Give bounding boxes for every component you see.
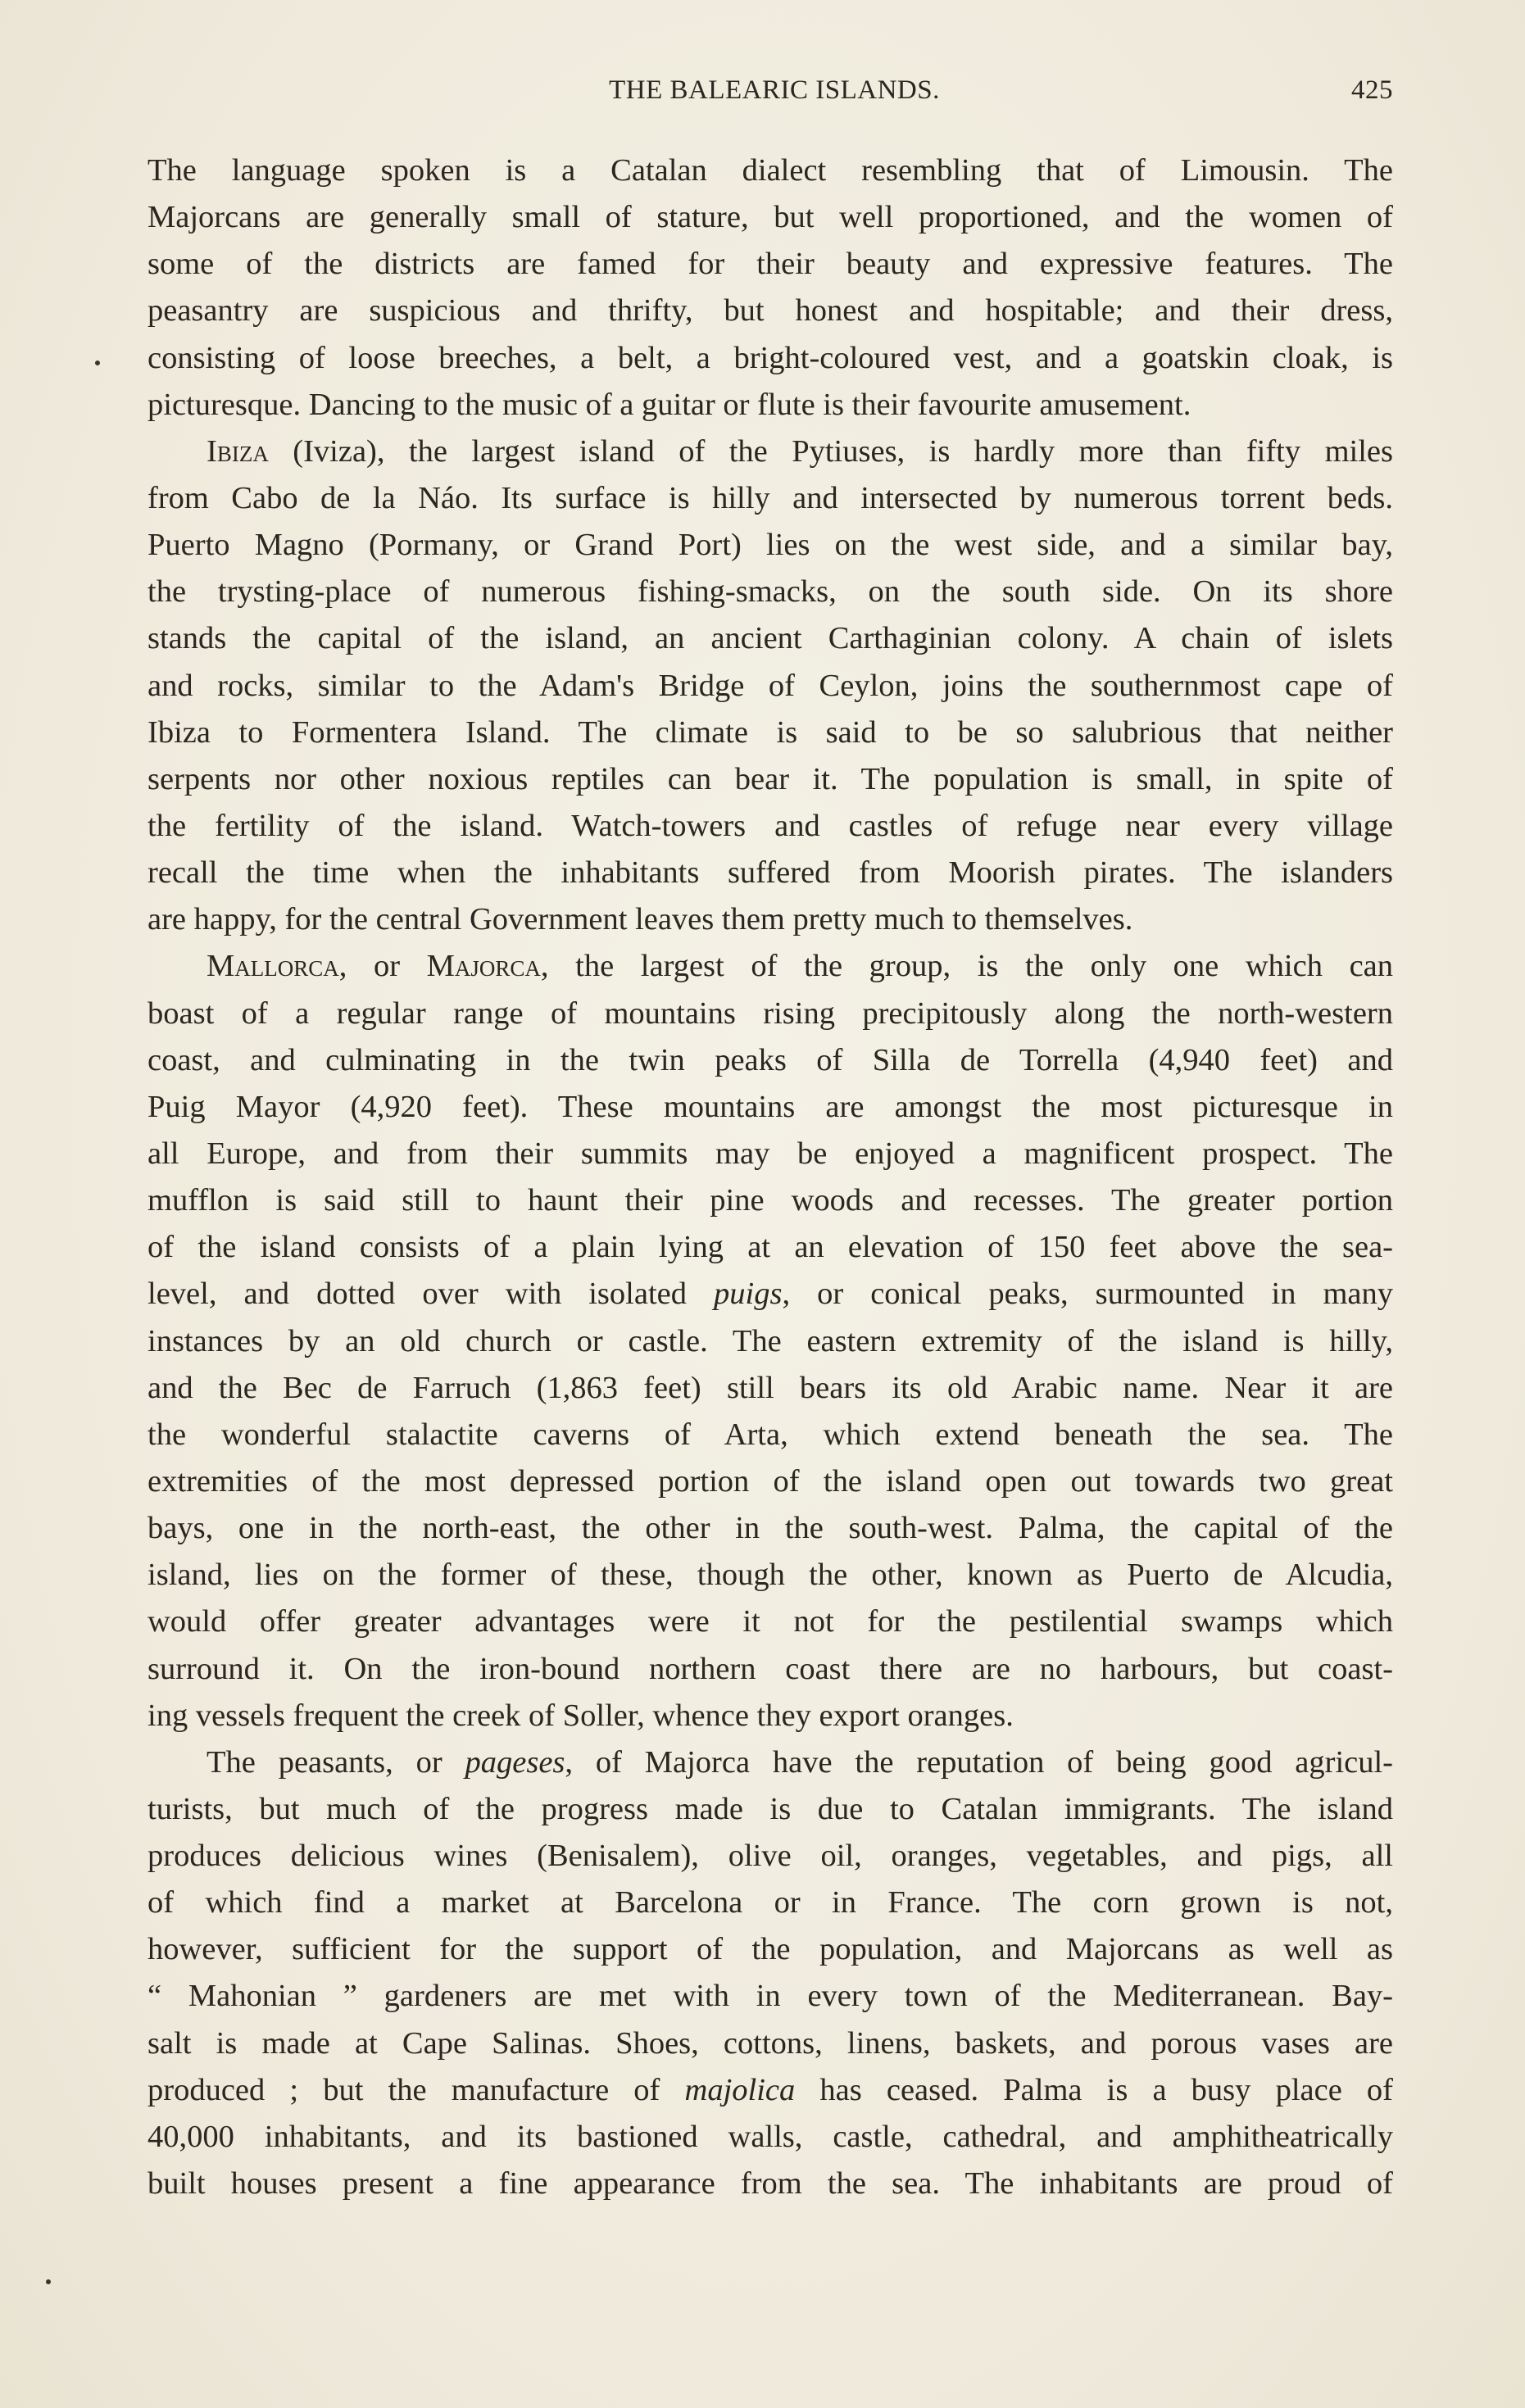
text-line: some of the districts are famed for their beauty and expressive features. The (148, 247, 1393, 282)
body-text (148, 147, 1393, 2207)
place-name-majorca: Majorca (426, 949, 541, 984)
text-run: produced ; but the manufacture of (148, 2072, 685, 2107)
text-line (148, 943, 1393, 990)
text-run: , of Majorca have the reputation of being good agricul- (565, 1744, 1393, 1780)
term-puigs: puigs (714, 1277, 783, 1312)
text-line (148, 2067, 1393, 2114)
text-line: salt is made at Cape Salinas. Shoes, cottons, linens, baskets, and porous vases are (148, 2025, 1393, 2061)
text-line: coast, and culminating in the twin peaks of Silla de Torrella (4,940 feet) and (148, 1042, 1393, 1077)
text-line: The language spoken is a Catalan dialect resembling that of Limousin. The (148, 153, 1393, 188)
text-line (148, 1271, 1393, 1317)
text-line: surround it. On the iron-bound northern coast there are no harbours, but coast- (148, 1651, 1393, 1686)
place-name-ibiza: Ibiza (207, 433, 269, 469)
margin-speck (46, 2279, 51, 2284)
text-line: the trysting-place of numerous fishing-smacks, on the south side. On its shore (148, 574, 1393, 610)
text-run: , the largest of the group, is the only one which can (540, 949, 1393, 984)
text-run: The peasants, or (207, 1744, 465, 1780)
text-line (148, 429, 1393, 475)
page-number: 425 (1351, 75, 1393, 105)
text-line: bays, one in the north-east, the other in the south-west. Palma, the capital of the (148, 1511, 1393, 1546)
running-title: THE BALEARIC ISLANDS. (609, 75, 940, 105)
text-run: , or (338, 949, 427, 984)
text-line: turists, but much of the progress made is due to Catalan immigrants. The island (148, 1791, 1393, 1826)
text-line: however, sufficient for the support of the population, and Majorcans as well as (148, 1932, 1393, 1967)
text-line: peasantry are suspicious and thrifty, but honest and hospitable; and their dress, (148, 293, 1393, 329)
page-header (156, 75, 1393, 111)
text-line: extremities of the most depressed portion of the island open out towards two great (148, 1463, 1393, 1499)
text-line: the wonderful stalactite caverns of Arta, which extend beneath the sea. The (148, 1417, 1393, 1452)
text-line (148, 1739, 1393, 1786)
text-line: built houses present a fine appearance from the sea. The inhabitants are proud of (148, 2166, 1393, 2202)
text-line: instances by an old church or castle. The eastern extremity of the island is hilly, (148, 1323, 1393, 1358)
text-line: Ibiza to Formentera Island. The climate is said to be so salubrious that neither (148, 714, 1393, 750)
text-line: picturesque. Dancing to the music of a guitar or flute is their favourite amusement. (148, 387, 1191, 422)
text-line: 40,000 inhabitants, and its bastioned walls, castle, cathedral, and amphitheatrically (148, 2119, 1393, 2154)
margin-speck (95, 361, 100, 365)
text-line: from Cabo de la Náo. Its surface is hilly and intersected by numerous torrent beds. (148, 480, 1393, 515)
text-line: of which find a market at Barcelona or in France. The corn grown is not, (148, 1885, 1393, 1921)
text-line: produces delicious wines (Benisalem), olive oil, oranges, vegetables, and pigs, all (148, 1839, 1393, 1874)
text-line: all Europe, and from their summits may be enjoyed a magnificent prospect. The (148, 1136, 1393, 1171)
text-line: would offer greater advantages were it not for the pestilential swamps which (148, 1604, 1393, 1639)
text-line: are happy, for the central Government leaves them pretty much to themselves. (148, 902, 1133, 937)
text-run: level, and dotted over with isolated (148, 1277, 715, 1312)
text-line: island, lies on the former of these, though the other, known as Puerto de Alcudia, (148, 1558, 1393, 1593)
text-run: (Iviza), the largest island of the Pytiuses, is hardly more than fifty miles (293, 433, 1393, 469)
text-run: , or conical peaks, surmounted in many (782, 1277, 1393, 1312)
text-line: stands the capital of the island, an ancient Carthaginian colony. A chain of islets (148, 621, 1393, 656)
place-name-mallorca: Mallorca (207, 949, 339, 984)
text-line: mufflon is said still to haunt their pine woods and recesses. The greater portion (148, 1183, 1393, 1218)
text-line: and rocks, similar to the Adam's Bridge of Ceylon, joins the southernmost cape of (148, 668, 1393, 703)
text-line: of the island consists of a plain lying at an elevation of 150 feet above the sea- (148, 1230, 1393, 1265)
text-line: boast of a regular range of mountains rising precipitously along the north-western (148, 995, 1393, 1031)
text-line: serpents nor other noxious reptiles can bear it. The population is small, in spite of (148, 761, 1393, 796)
text-line: and the Bec de Farruch (1,863 feet) still bears its old Arabic name. Near it are (148, 1370, 1393, 1405)
text-line: Puerto Magno (Pormany, or Grand Port) lies on the west side, and a similar bay, (148, 528, 1393, 563)
text-line: recall the time when the inhabitants suffered from Moorish pirates. The islanders (148, 855, 1393, 891)
text-line: “ Mahonian ” gardeners are met with in every town of the Mediterranean. Bay- (148, 1979, 1393, 2014)
text-line: Puig Mayor (4,920 feet). These mountains are amongst the most picturesque in (148, 1089, 1393, 1124)
text-line: ing vessels frequent the creek of Soller, whence they export oranges. (148, 1698, 1014, 1733)
term-pageses: pageses (465, 1744, 565, 1780)
text-line: consisting of loose breeches, a belt, a bright-coloured vest, and a goatskin cloak, is (148, 340, 1393, 375)
text-run: has ceased. Palma is a busy place of (795, 2072, 1393, 2107)
text-line: Majorcans are generally small of stature, but well proportioned, and the women of (148, 200, 1393, 235)
term-majolica: majolica (684, 2072, 796, 2107)
text-line: the fertility of the island. Watch-towers and castles of refuge near every village (148, 808, 1393, 843)
